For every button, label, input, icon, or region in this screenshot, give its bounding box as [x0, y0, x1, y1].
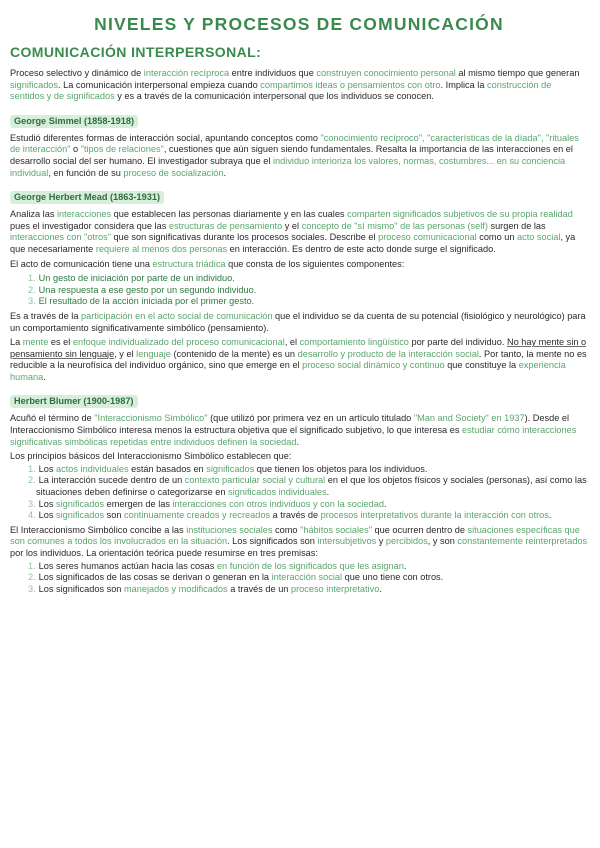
highlighted-text: instituciones sociales — [186, 524, 273, 535]
text-run: por parte del individuo. — [408, 337, 507, 348]
text-run: . Los significados son — [227, 536, 318, 547]
mead-triadic-list — [10, 273, 588, 308]
intro-paragraph — [10, 68, 588, 103]
text-run: en el que los objetos físicos y sociales (personas), así como las situaciones deben definirse o categorizarse en — [36, 475, 587, 498]
highlighted-text: interacción recíproca — [143, 68, 230, 78]
list-item: 2. La interacción sucede dentro de un contexto particular social y cultural en el que los objetos físicos y sociales (personas), así como las situaciones deben definirse o categorizarse en significados individuales. — [28, 475, 587, 498]
text-run: . — [326, 487, 330, 498]
text-run: . — [379, 583, 382, 594]
text-run: (contenido de la mente) es un — [170, 348, 298, 359]
section-subtitle: COMUNICACIÓN INTERPERSONAL: — [10, 44, 262, 60]
highlighted-text: constantemente reinterpretados — [457, 536, 588, 547]
list-item: 3. Los significados son manejados y modificados a través de un proceso interpretativo. — [28, 583, 382, 594]
text-run: . — [403, 560, 407, 571]
list-item: 1. Un gesto de iniciación por parte de un individuo. — [28, 273, 235, 284]
text-run: y es a través de la comunicación interpersonal que los individuos se conocen. — [114, 91, 434, 102]
text-run: , en función de su — [48, 167, 124, 178]
highlighted-text: proceso comunicacional — [378, 232, 477, 243]
highlighted-text: en función de los significados que les asignan — [216, 560, 404, 571]
mead-paragraph-1 — [10, 209, 588, 255]
text-run: y el — [282, 220, 302, 231]
blumer-section — [10, 391, 588, 595]
text-run: emergen de las — [104, 498, 173, 509]
text-run: que ocurren dentro de — [371, 524, 468, 535]
highlighted-text: percibidos — [385, 536, 428, 547]
simmel-section — [10, 111, 588, 179]
highlighted-text: significados — [56, 498, 105, 509]
text-run: Los significados de las cosas se derivan o generan en la — [38, 572, 272, 583]
highlighted-text: significados individuales — [228, 487, 327, 498]
text-run: es el — [48, 337, 73, 348]
highlighted-text: concepto de "sí mismo" de las personas (self) — [301, 220, 488, 231]
text-run: El acto de comunicación tiene una — [10, 258, 153, 269]
highlighted-text: interacciones con "otros" — [10, 232, 111, 243]
text-run: pues el investigador considera que las — [10, 220, 169, 231]
mead-heading: George Herbert Mead (1863-1931) — [10, 191, 164, 204]
highlighted-text: interacción social — [271, 572, 343, 583]
highlighted-text: "Man and Society" en 1937 — [413, 413, 525, 424]
highlighted-text: "conocimiento recíproco", "características de la díada", "rituales de interacción" — [10, 132, 579, 155]
text-run: que consta de los siguientes componentes: — [225, 258, 405, 269]
text-run: que uno tiene con otros. — [342, 572, 444, 583]
text-run: Acuñó el término de — [10, 413, 95, 424]
highlighted-text: comportamiento lingüístico — [299, 337, 409, 348]
text-run: Los — [38, 463, 57, 474]
highlighted-text: intersubjetivos — [317, 536, 377, 547]
text-run: . La comunicación interpersonal empieza cuando — [58, 79, 261, 90]
text-run: , ya que necesariamente — [10, 232, 576, 254]
mead-paragraph-3 — [10, 311, 588, 334]
highlighted-text: significados — [206, 463, 255, 474]
mead-paragraph-2 — [10, 259, 588, 271]
list-item: 1. Los actos individuales están basados en significados que tienen los objetos para los individuos. — [28, 463, 428, 474]
mead-paragraph-4 — [10, 337, 588, 383]
text-run: El Interaccionismo Simbólico concibe a las — [10, 524, 187, 535]
text-run: . Por tanto, la mente no es reducible a la neurofísica del individuo orgánico, sino que emerge en el — [10, 348, 587, 371]
highlighted-text: "hábitos sociales" — [300, 524, 372, 535]
blumer-heading: Herbert Blumer (1900-1987) — [10, 395, 138, 408]
text-run: a través de — [270, 510, 321, 521]
text-run: . — [383, 498, 387, 509]
highlighted-text: acto social — [517, 232, 561, 243]
blumer-paragraph-3 — [10, 525, 588, 560]
text-run: Los — [38, 510, 57, 521]
text-run: . — [548, 510, 552, 521]
text-run: Los significados son — [38, 583, 124, 594]
mead-section — [10, 187, 588, 383]
highlighted-text: proceso social dinámico y continuo — [302, 360, 445, 371]
underlined-text: No hay mente sin o pensamiento sin lenguaje — [10, 337, 587, 359]
text-run: , y el — [114, 348, 137, 359]
highlighted-text: desarrollo y producto de la interacción social — [297, 348, 479, 359]
text-run: Proceso selectivo y dinámico de — [10, 68, 144, 78]
highlighted-text: procesos interpretativos durante la interacción con otros — [320, 510, 549, 521]
blumer-principles-list — [10, 464, 588, 522]
text-run: La interacción sucede dentro de un — [38, 475, 185, 486]
highlighted-text: interacciones con otros individuos y con la sociedad — [172, 498, 384, 509]
text-run: en interacción. Es dentro de este acto donde surge el significado. — [227, 243, 496, 254]
highlighted-text: comparten significados subjetivos de su propia realidad — [347, 209, 573, 220]
highlighted-text: significados — [10, 79, 59, 90]
text-run: que establecen las personas diariamente y en las cuales — [111, 209, 348, 220]
text-run: (que utilizó por primera vez en un artículo titulado — [207, 413, 414, 424]
highlighted-text: estructuras de pensamiento — [168, 220, 283, 231]
list-item: 2. Una respuesta a ese gesto por un segundo individuo. — [28, 284, 257, 295]
highlighted-text: continuamente creados y recreados — [123, 510, 271, 521]
highlighted-text: proceso interpretativo — [290, 583, 380, 594]
highlighted-text: manejados y modificados — [123, 583, 228, 594]
text-run: entre individuos que — [229, 68, 317, 78]
text-run: Es a través de la — [10, 310, 81, 321]
blumer-paragraph-2 — [10, 451, 588, 463]
list-item: 2. Los significados de las cosas se derivan o generan en la interacción social que uno tiene con otros. — [28, 572, 444, 583]
text-run: como un — [476, 232, 518, 243]
text-run: La — [10, 337, 23, 348]
highlighted-text: construyen conocimiento personal — [316, 68, 456, 78]
text-run: , y son — [427, 536, 458, 547]
highlighted-text: compartimos ideas o pensamientos con otro — [260, 79, 441, 90]
text-run: surgen de las — [487, 220, 546, 231]
text-run: o — [70, 144, 81, 155]
text-run: Los principios básicos del Interaccionismo Simbólico establecen que: — [10, 451, 292, 462]
highlighted-text: mente — [22, 337, 49, 348]
list-item: 4. Los significados son continuamente creados y recreados a través de procesos interpretativos durante la interacción con otros. — [28, 510, 552, 521]
highlighted-text: construcción de sentidos y de significados — [10, 79, 552, 102]
text-run: que tienen los objetos para los individuos. — [254, 463, 428, 474]
text-run: . Implica la — [440, 79, 488, 90]
text-run: . — [223, 167, 227, 178]
text-run: que son significativas durante los procesos sociales. Describe el — [111, 232, 379, 243]
text-run: , cuestiones que aún siguen siendo fundamentales. Resalta la importancia de las interacciones en el desarrollo social del ser humano. El investigador subraya que el — [10, 144, 573, 166]
highlighted-text: lenguaje — [136, 348, 171, 359]
list-item: 3. El resultado de la acción iniciada por el primer gesto. — [28, 296, 255, 307]
list-item: 3. Los significados emergen de las interacciones con otros individuos y con la sociedad. — [28, 498, 387, 509]
highlighted-text: experiencia humana — [10, 360, 566, 382]
text-run: . — [296, 436, 300, 447]
highlighted-text: "tipos de relaciones" — [80, 144, 164, 155]
highlighted-text: contexto particular social y cultural — [184, 475, 326, 486]
highlighted-text: "Interaccionismo Simbólico" — [94, 413, 208, 424]
list-item: 1. Los seres humanos actúan hacia las cosas en función de los significados que les asignan. — [28, 560, 407, 571]
highlighted-text: significados — [56, 510, 105, 521]
highlighted-text: enfoque individualizado del proceso comunicacional — [72, 337, 285, 348]
text-run: Los seres humanos actúan hacia las cosas — [38, 560, 217, 571]
page-title: NIVELES Y PROCESOS DE COMUNICACIÓN — [94, 14, 504, 34]
text-run: . — [43, 371, 46, 382]
highlighted-text: proceso de socialización — [123, 167, 224, 178]
highlighted-text: requiere al menos dos personas — [95, 243, 228, 254]
simmel-paragraph — [10, 133, 588, 179]
text-run: Estudió diferentes formas de interacción social, apuntando conceptos como — [10, 132, 321, 143]
highlighted-text: participación en el acto social de comunicación — [80, 310, 273, 321]
highlighted-text: situaciones específicas que son comunes a todos los involucrados en la situación — [10, 524, 580, 547]
text-run: al mismo tiempo que generan — [455, 68, 580, 78]
text-run: ). Desde el Interaccionismo Simbólico interesa menos la estructura objetiva que el significado subjetivo, lo que interesa es — [10, 413, 570, 436]
text-run: son — [104, 510, 124, 521]
highlighted-text: individuo interioriza los valores, normas, costumbres... en su conciencia individual — [10, 155, 566, 178]
text-run: como — [272, 524, 301, 535]
text-run: a través de un — [227, 583, 291, 594]
text-run: y — [376, 536, 386, 547]
text-run: , el — [284, 337, 300, 348]
blumer-premises-list — [10, 561, 588, 596]
text-run: que el individuo se da cuenta de su potencial (fisiológico y neurológico) para un comportamiento significativamente simbólico (pensamiento). — [10, 310, 586, 333]
highlighted-text: actos individuales — [56, 463, 129, 474]
text-run: Analiza las — [10, 209, 57, 220]
highlighted-text: estructura triádica — [152, 258, 226, 269]
highlighted-text: estudiar cómo interacciones significativas simbólicas repetidas entre individuos definen la sociedad — [10, 425, 577, 447]
highlighted-text: interacciones — [56, 209, 112, 220]
blumer-paragraph-1 — [10, 413, 588, 448]
text-run: que constituye la — [444, 360, 519, 371]
text-run: Los — [38, 498, 57, 509]
text-run: están basados en — [128, 463, 207, 474]
text-run: por los individuos. La orientación teórica puede resumirse en tres premisas: — [10, 548, 318, 558]
simmel-heading: George Simmel (1858-1918) — [10, 115, 138, 128]
